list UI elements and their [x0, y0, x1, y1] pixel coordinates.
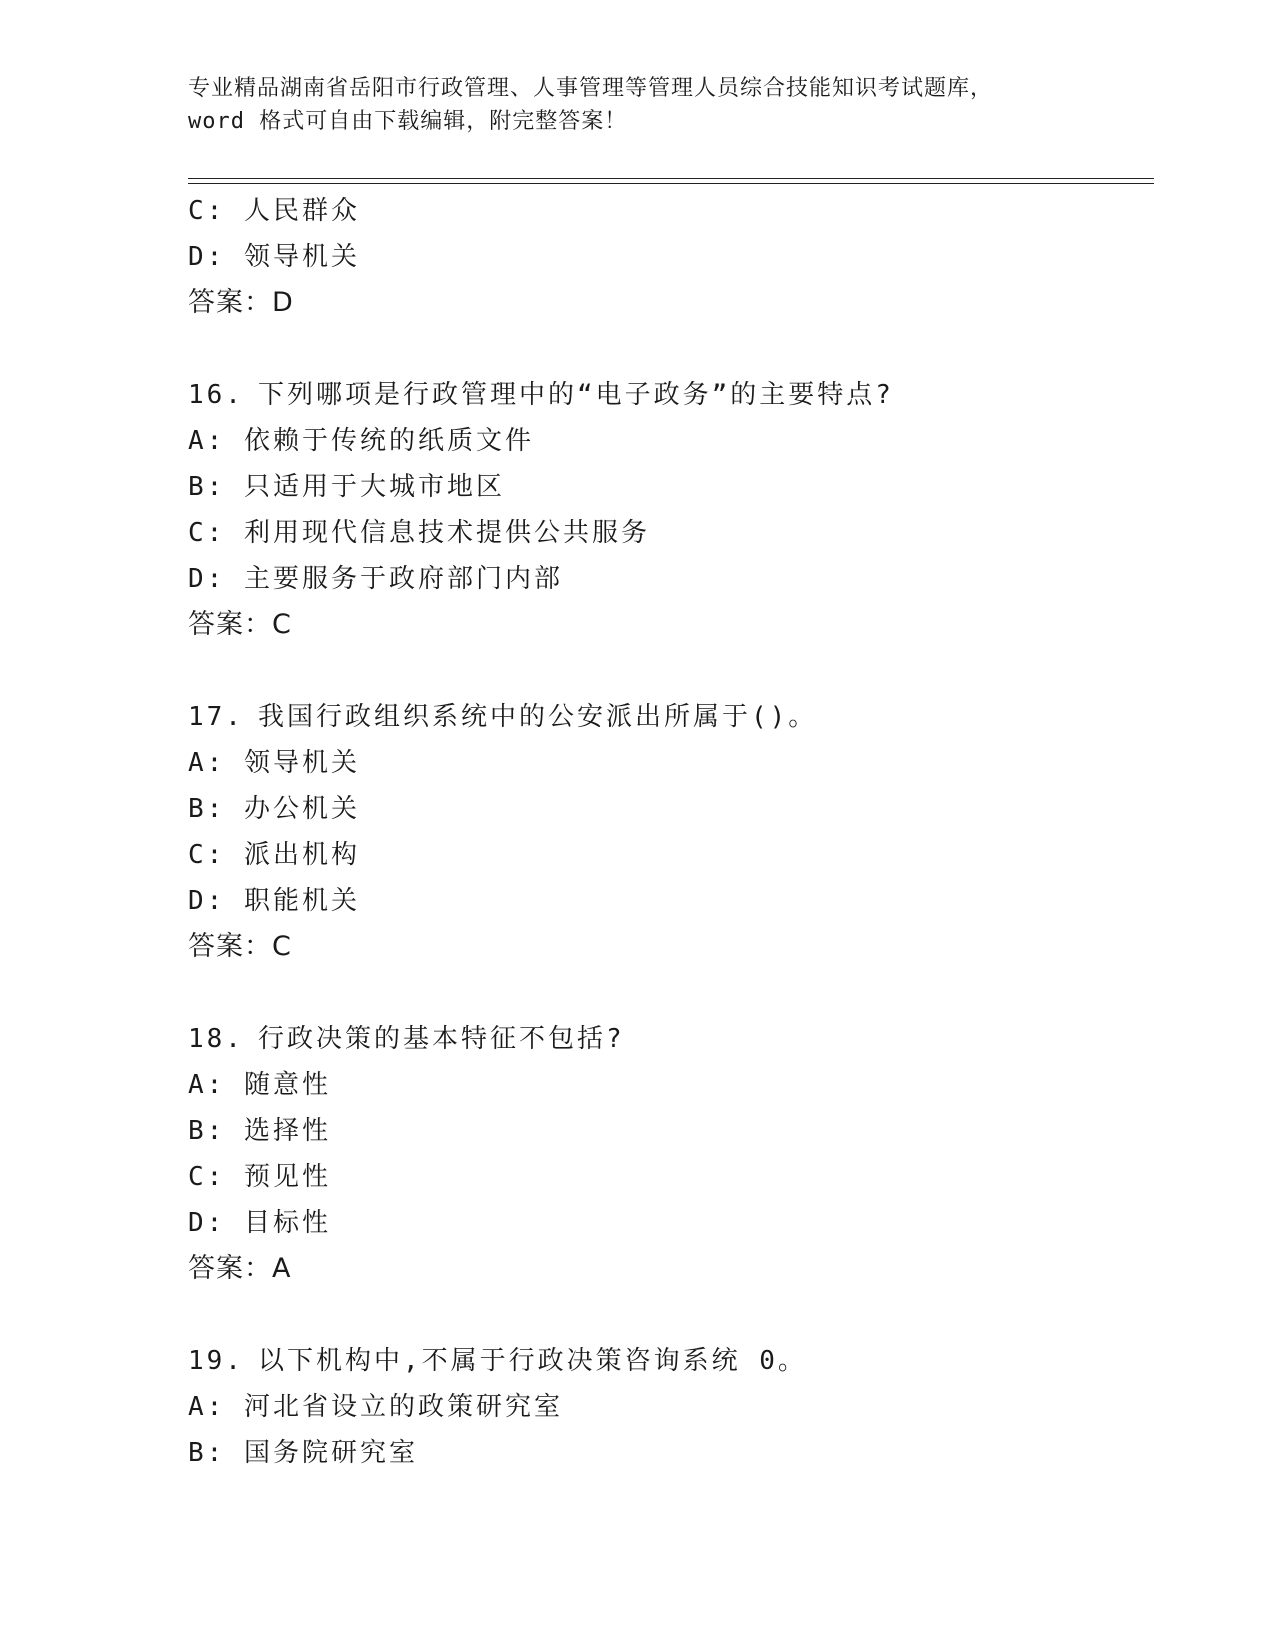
q17-answer: 答案：C [188, 931, 292, 962]
question-text: 以下机构中,不属于行政决策咨询系统 0。 [257, 1346, 807, 1376]
question-number: 16. [188, 380, 244, 410]
q17-option-d: D: 职能机关 [188, 886, 360, 916]
prev-option-c: C: 人民群众 [188, 196, 360, 226]
q18-option-a: A: 随意性 [188, 1070, 331, 1100]
q18-option-d: D: 目标性 [188, 1208, 331, 1238]
q18-option-c: C: 预见性 [188, 1162, 331, 1192]
q16-answer: 答案：C [188, 609, 292, 640]
q17-option-a: A: 领导机关 [188, 748, 360, 778]
spacer [188, 1292, 1148, 1338]
q16-option-b: B: 只适用于大城市地区 [188, 472, 505, 502]
question-19 [188, 1338, 1148, 1384]
q18-option-b: B: 选择性 [188, 1116, 331, 1146]
q19-option-a: A: 河北省设立的政策研究室 [188, 1392, 563, 1422]
question-18 [188, 1016, 1148, 1062]
q19-option-b: B: 国务院研究室 [188, 1438, 418, 1468]
spacer [188, 648, 1148, 694]
question-16 [188, 372, 1148, 418]
question-text: 行政决策的基本特征不包括? [257, 1024, 625, 1054]
header-line-2: word 格式可自由下载编辑，附完整答案！ [188, 109, 628, 134]
question-list [188, 188, 1148, 1476]
header-rule-top [188, 178, 1154, 179]
q16-option-c: C: 利用现代信息技术提供公共服务 [188, 518, 650, 548]
header-line-1: 专业精品湖南省岳阳市行政管理、人事管理等管理人员综合技能知识考试题库， [188, 76, 994, 101]
q17-option-c: C: 派出机构 [188, 840, 360, 870]
question-17 [188, 694, 1148, 740]
header-rule-bottom [188, 183, 1154, 184]
question-number: 19. [188, 1346, 244, 1376]
question-text: 下列哪项是行政管理中的“电子政务”的主要特点? [257, 380, 894, 410]
q17-option-b: B: 办公机关 [188, 794, 360, 824]
question-text: 我国行政组织系统中的公安派出所属于()。 [257, 702, 818, 732]
prev-answer: 答案：D [188, 287, 294, 318]
q18-answer: 答案：A [188, 1253, 292, 1284]
prev-option-d: D: 领导机关 [188, 242, 360, 272]
q16-option-d: D: 主要服务于政府部门内部 [188, 564, 563, 594]
spacer [188, 326, 1148, 372]
document-header [188, 72, 1088, 138]
q16-option-a: A: 依赖于传统的纸质文件 [188, 426, 534, 456]
spacer [188, 970, 1148, 1016]
question-number: 18. [188, 1024, 244, 1054]
question-number: 17. [188, 702, 244, 732]
